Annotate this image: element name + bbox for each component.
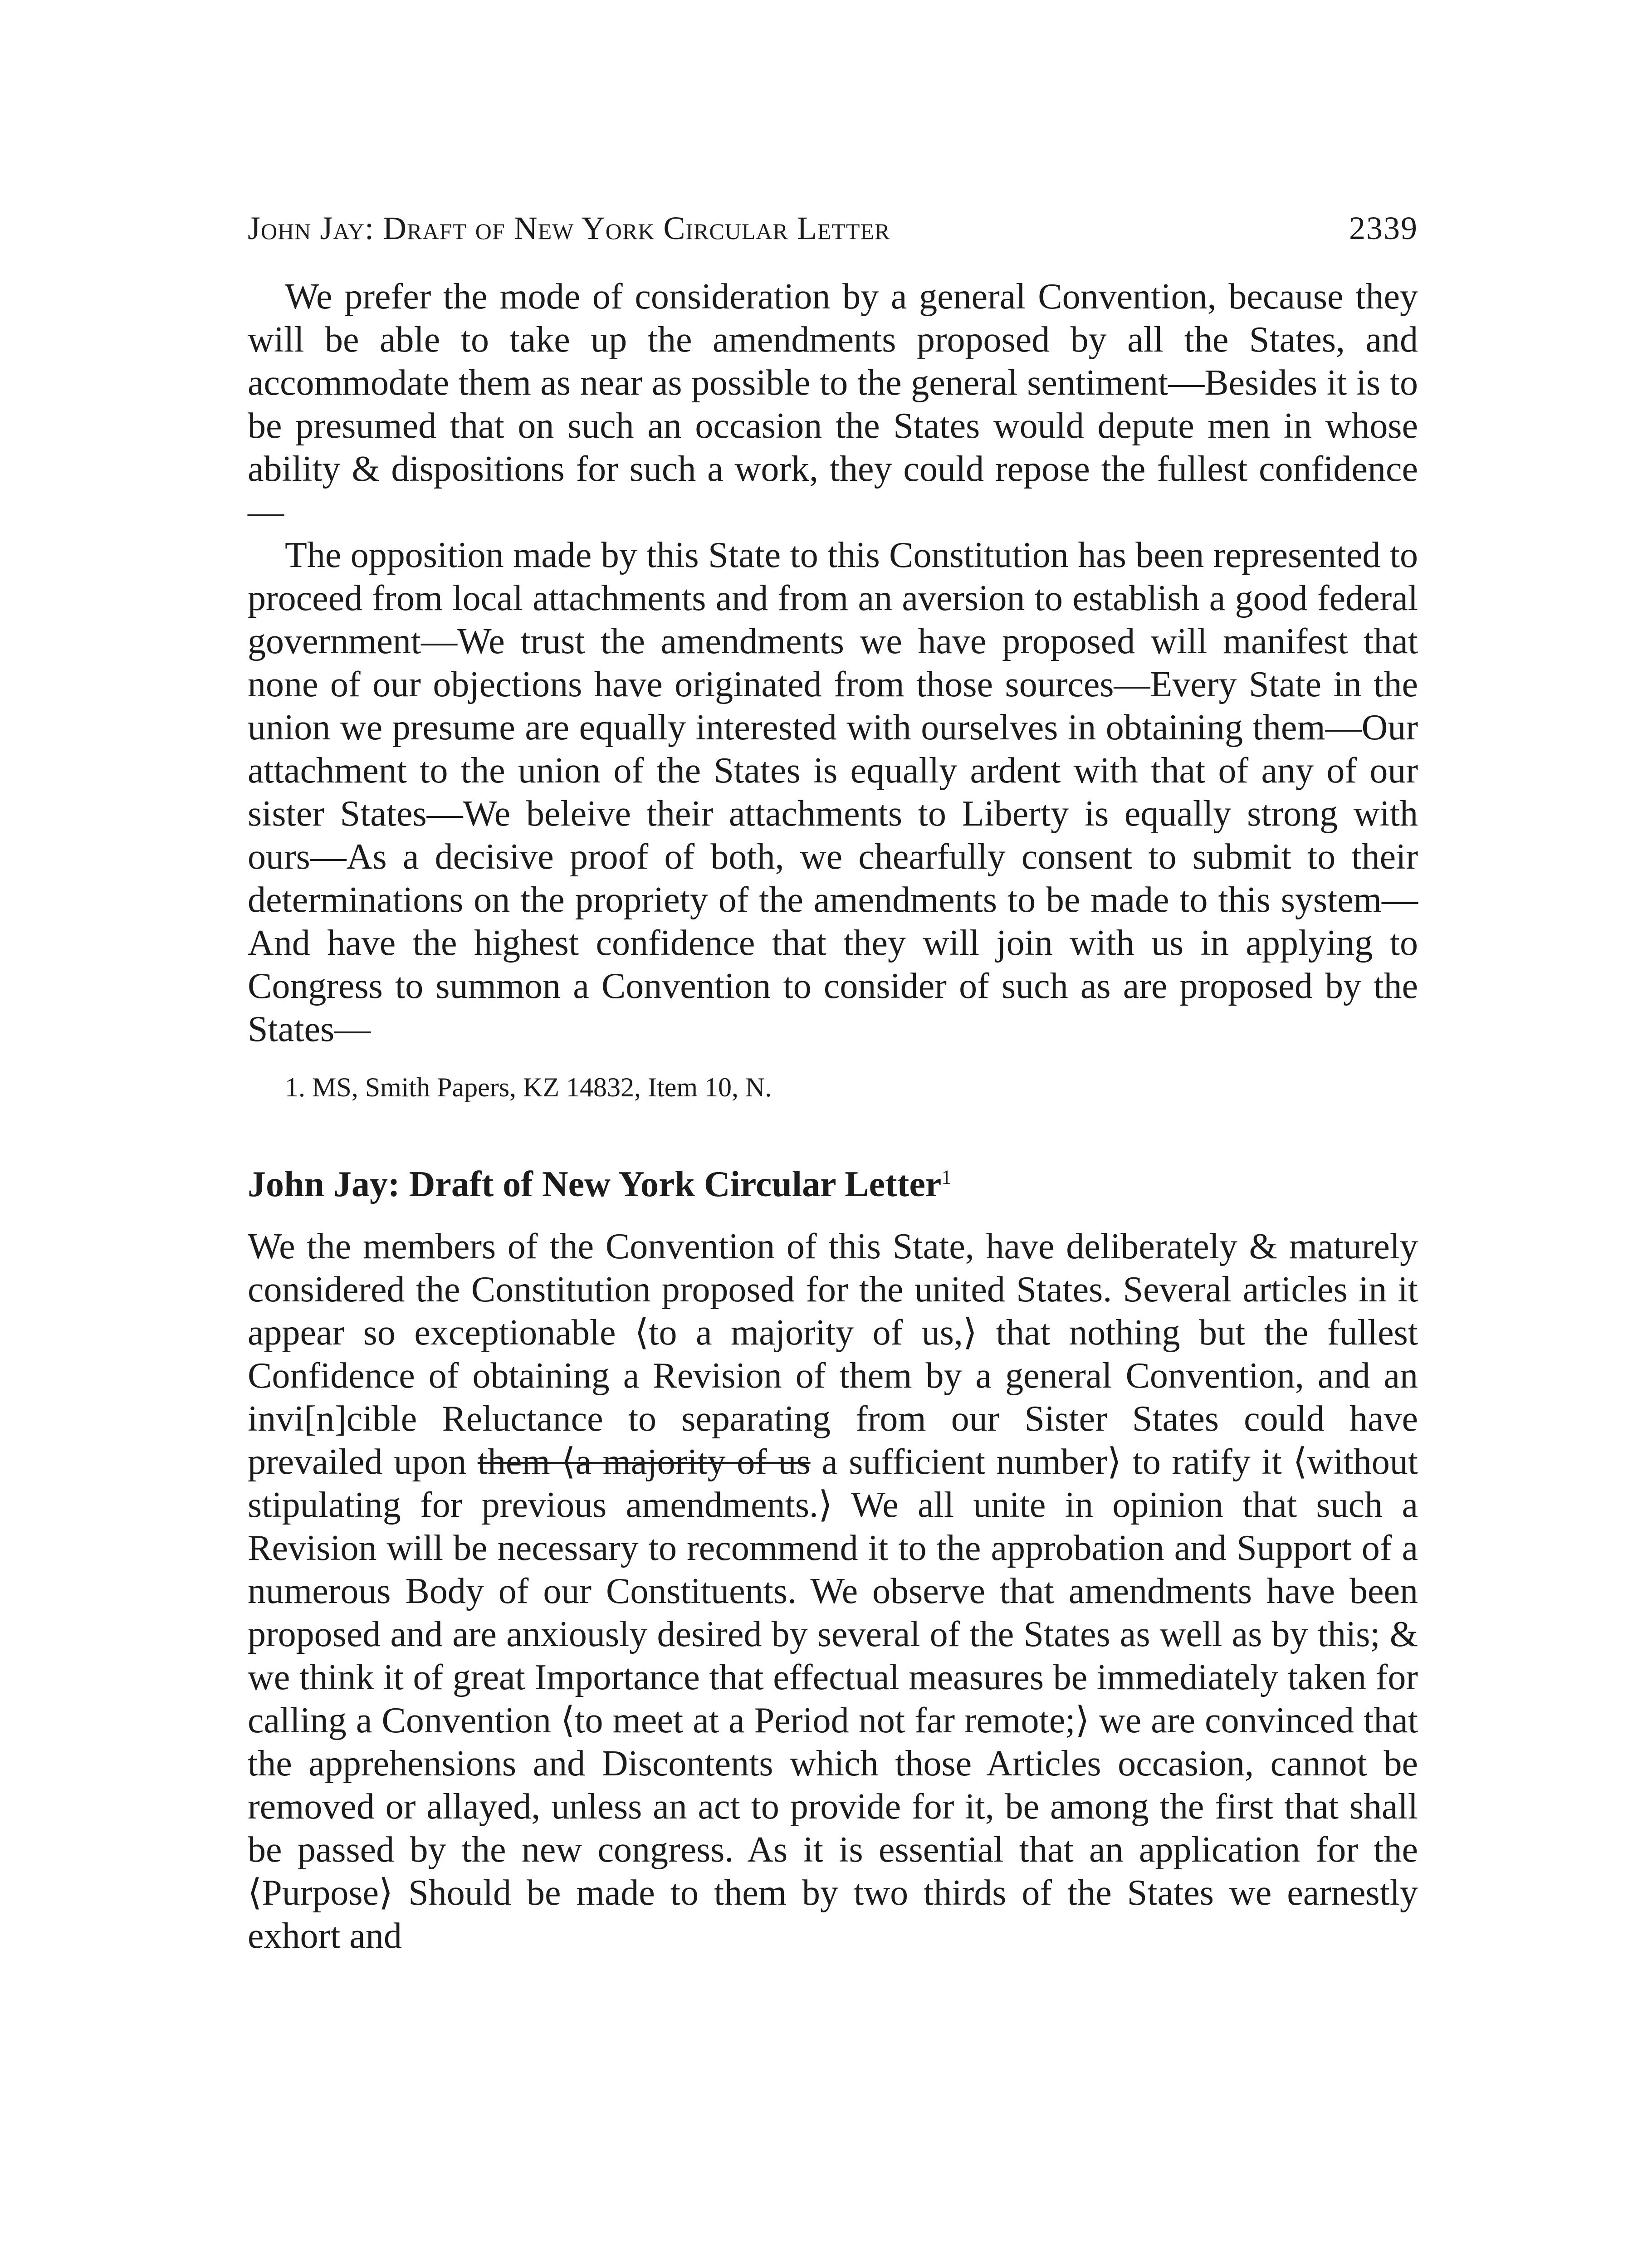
letter-text-part-1: We the members of the Convention of this State, have deliberately & maturely considered the Constitution proposed for the united States. Several articles in it appear so exceptionable ⟨to a majority of us,⟩ that nothing but the fullest Confidence of obtaining a Revision of them by a general Convention, and an invi[n]cible Reluctance to separating from our Sister States could have prevailed upon (248, 1227, 1418, 1482)
footnote-marker: 1 (941, 1166, 952, 1188)
body-paragraph-1: We prefer the mode of consideration by a general Convention, because they will be able to take up the amendments proposed by all the States, and accommodate them as near as possible to the general sentiment—Besides it is to be presumed that on such an occasion the States would depute men in whose ability & dispositions for such a work, they could repose the fullest confidence— (248, 277, 1418, 532)
section-heading (248, 1162, 1418, 1207)
page (248, 206, 1418, 1958)
letter-text-part-2: a sufficient number⟩ to ratify it ⟨without stipulating for previous amendments.⟩ We all unite in opinion that such a Revision will be necessary to recommend it to the approbation and Support of a numerous Body of our Constituents. We observe that amendments have been proposed and are anxiously desired by several of the States as well as by this; & we think it of great Importance that effectual measures be immediately taken for calling a Convention ⟨to meet at a Period not far remote;⟩ we are convinced that the apprehensions and Discontents which those Articles occasion, cannot be removed or allayed, unless an act to provide for it, be among the first that shall be passed by the new congress. As it is essential that an application for the ⟨Purpose⟩ Should be made to them by two thirds of the States we earnestly exhort and (248, 1442, 1418, 1956)
letter-paragraph (248, 1225, 1418, 1958)
running-title: John Jay: Draft of New York Circular Letter (248, 210, 890, 246)
footnote: 1. MS, Smith Papers, KZ 14832, Item 10, N. (285, 1072, 772, 1102)
struck-text: them ⟨a majority of us (477, 1442, 811, 1482)
page-number: 2339 (1349, 210, 1418, 246)
section-heading-text: John Jay: Draft of New York Circular Letter (248, 1164, 942, 1204)
body-paragraph-2: The opposition made by this State to this Constitution has been represented to proceed from local attachments and from an aversion to establish a good federal government—We trust the amendments we have proposed will manifest that none of our objections have originated from those sources—Every State in the union we presume are equally interested with ourselves in obtaining them—Our attachment to the union of the States is equally ardent with that of any of our sister States—We beleive their attachments to Liberty is equally strong with ours—As a decisive proof of both, we chearfully consent to submit to their determinations on the propriety of the amendments to be made to this system—And have the highest confidence that they will join with us in applying to Congress to summon a Convention to consider of such as are proposed by the States— (248, 535, 1418, 1049)
letter-body (248, 1225, 1418, 1958)
running-head (248, 206, 1418, 250)
